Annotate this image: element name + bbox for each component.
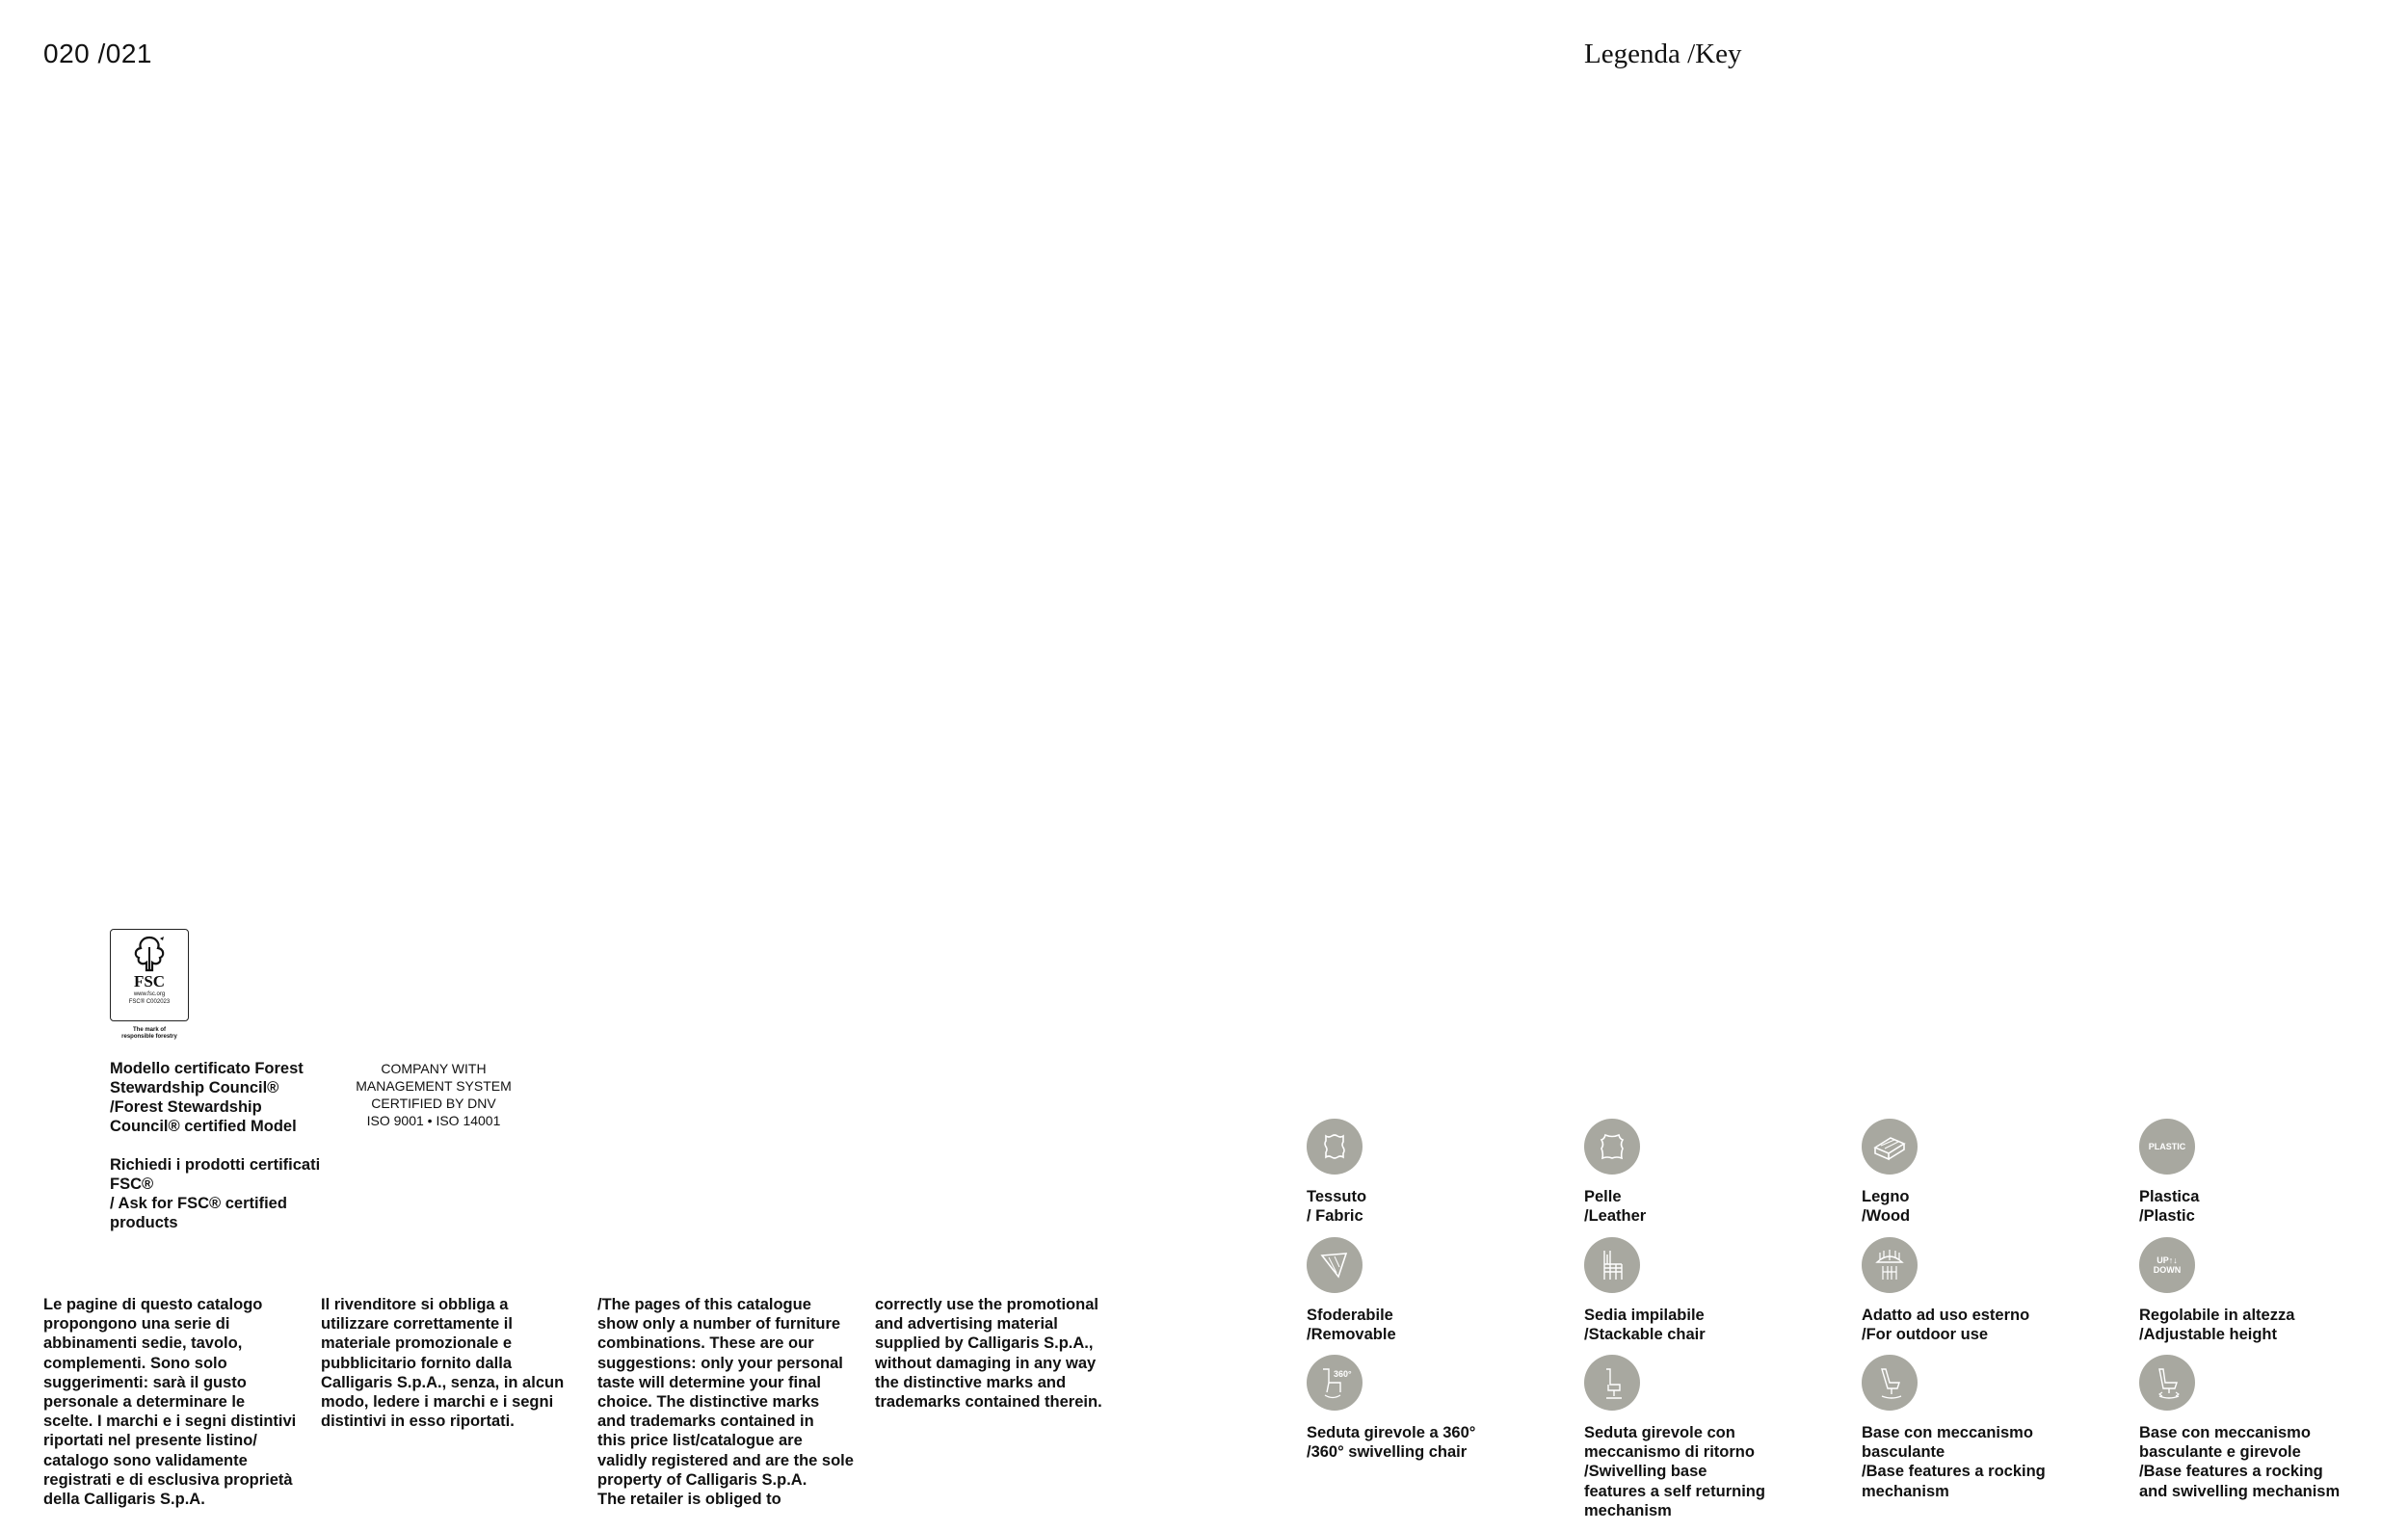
wood-icon: [1862, 1119, 1918, 1175]
page-title: Legenda /Key: [1584, 39, 1742, 69]
legend-item-fabric: [1307, 1119, 1576, 1226]
legend-item-plastic: [2139, 1119, 2408, 1226]
legend-label: Tessuto / Fabric: [1307, 1188, 1367, 1226]
legend-label: Adatto ad uso esterno /For outdoor use: [1862, 1307, 2030, 1344]
legend-label: Pelle /Leather: [1584, 1188, 1647, 1226]
dnv-certification: COMPANY WITH MANAGEMENT SYSTEM CERTIFIED BY DNV ISO 9001 • ISO 14001: [356, 1061, 512, 1128]
legend-label: Sedia impilabile /Stackable chair: [1584, 1307, 1706, 1344]
fsc-ask-text: Richiedi i prodotti certificati FSC® / Ask for FSC® certified products: [110, 1156, 321, 1231]
legend-item-adjustable: [2139, 1237, 2408, 1344]
disclaimer-col-3: /The pages of this catalogue show only a number of furniture combinations. These are our suggestions: only your personal taste will determine your final choice. The distinctive marks and trademarks contained in this price list/catalogue are validly registered and are the sole property of Calligaris S.p.A. The retailer is obliged to: [597, 1296, 854, 1509]
fsc-logo-code: FSC® C002023: [128, 999, 171, 1005]
removable-icon: [1307, 1237, 1363, 1293]
fsc-logo: [110, 929, 189, 1021]
legend-item-outdoor: [1862, 1237, 2131, 1344]
legend-label: Seduta girevole a 360° /360° swivelling chair: [1307, 1424, 1476, 1462]
disclaimer-col-4: correctly use the promotional and advertising material supplied by Calligaris S.p.A., without damaging in any way the distinctive marks and trademarks contained therein.: [875, 1296, 1102, 1412]
fsc-tagline: The mark of responsible forestry: [121, 1027, 177, 1040]
legend-label: Regolabile in altezza /Adjustable height: [2139, 1307, 2295, 1344]
leather-icon: [1584, 1119, 1640, 1175]
legend-item-swivel-return: [1584, 1355, 1854, 1520]
legend-item-rocking-base: [1862, 1355, 2131, 1501]
legend-item-removable: [1307, 1237, 1576, 1344]
disclaimer-col-2: Il rivenditore si obbliga a utilizzare correttamente il materiale promozionale e pubblicitario fornito dalla Calligaris S.p.A., senza, in alcun modo, ledere i marchi e i segni distintivi in esso riportati.: [321, 1296, 565, 1431]
legend-label: Base con meccanismo basculante /Base features a rocking mechanism: [1862, 1424, 2046, 1500]
swivel-360-icon: [1307, 1355, 1363, 1411]
legend-label: Base con meccanismo basculante e girevole /Base features a rocking and swivelling mechanism: [2139, 1424, 2341, 1500]
fsc-logo-url: www.fsc.org: [133, 991, 166, 997]
outdoor-icon: [1862, 1237, 1918, 1293]
legend-item-rocking-swivel: [2139, 1355, 2408, 1501]
legend-item-swivel-360: [1307, 1355, 1576, 1462]
swivel-return-icon: [1584, 1355, 1640, 1411]
legend-item-wood: [1862, 1119, 2131, 1226]
disclaimer-col-1: Le pagine di questo catalogo propongono una serie di abbinamenti sedie, tavolo, complementi. Sono solo suggerimenti: sarà il gusto personale a determinare le scelte. I marchi e i segni distintivi riportati nel presente listino/ catalogo sono validamente registrati e di esclusiva proprietà della Calligaris S.p.A.: [43, 1296, 297, 1509]
fsc-certified-text: Modello certificato Forest Stewardship Council® /Forest Stewardship Council® certified Model: [110, 1060, 304, 1135]
adjustable-height-icon: UP↑↓ DOWN: [2139, 1237, 2195, 1293]
legend-label: Sfoderabile /Removable: [1307, 1307, 1396, 1344]
stackable-chair-icon: [1584, 1237, 1640, 1293]
rocking-swivel-base-icon: [2139, 1355, 2195, 1411]
svg-text:360°: 360°: [1334, 1369, 1352, 1379]
rocking-base-icon: [1862, 1355, 1918, 1411]
legend-item-stackable: [1584, 1237, 1854, 1344]
legend-label: Seduta girevole con meccanismo di ritorno /Swivelling base features a self returning mechanism: [1584, 1424, 1765, 1519]
legend-item-leather: [1584, 1119, 1854, 1226]
plastic-icon: PLASTIC: [2139, 1119, 2195, 1175]
page-numbers: 020 /021: [43, 39, 152, 68]
fabric-icon: [1307, 1119, 1363, 1175]
fsc-logo-word: FSC: [133, 972, 166, 991]
legend-label: Plastica /Plastic: [2139, 1188, 2200, 1226]
fsc-tree-icon: [125, 934, 173, 972]
legend-label: Legno /Wood: [1862, 1188, 1911, 1226]
